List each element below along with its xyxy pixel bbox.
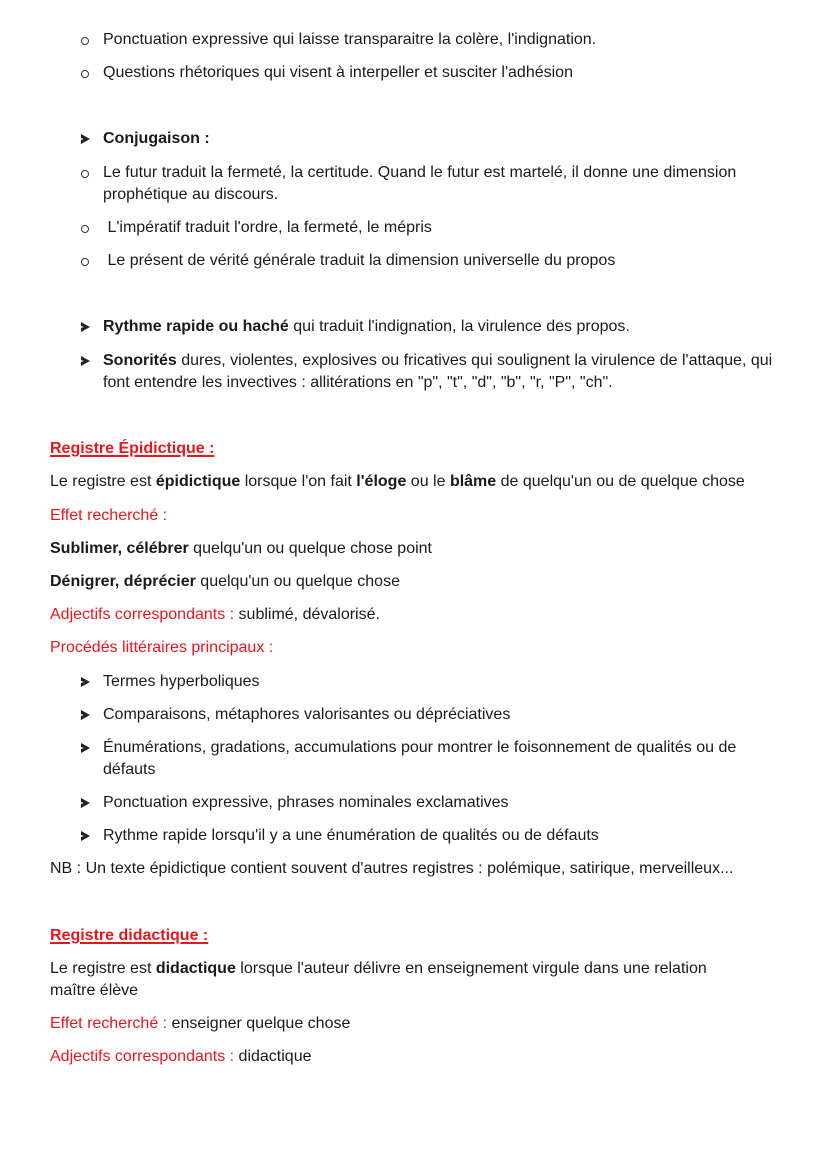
arrow-bullet-icon bbox=[78, 350, 92, 369]
procedes-label: Procédés littéraires principaux : bbox=[50, 639, 274, 656]
arrow-bullet-icon bbox=[78, 671, 92, 690]
arrow-bullet-icon bbox=[78, 737, 92, 756]
effet-label: Effet recherché : bbox=[50, 507, 168, 524]
circle-bullet-icon bbox=[78, 29, 92, 48]
circle-bullet-icon bbox=[78, 250, 92, 269]
section-heading-didactique: Registre didactique : bbox=[50, 927, 209, 944]
arrow-bullet-icon bbox=[78, 825, 92, 844]
circle-bullet-icon bbox=[78, 162, 92, 181]
effet-denigrer: Dénigrer, déprécier quelqu'un ou quelque chose bbox=[50, 573, 400, 590]
circle-bullet-icon bbox=[78, 217, 92, 236]
arrow-bullet-icon bbox=[78, 128, 92, 147]
conjugaison-label: Conjugaison : bbox=[103, 130, 210, 147]
circle-bullet-icon bbox=[78, 62, 92, 81]
effet-sublimer: Sublimer, célébrer quelqu'un ou quelque chose point bbox=[50, 540, 432, 557]
didactique-effet-line: Effet recherché : enseigner quelque chose bbox=[50, 1015, 351, 1032]
didactique-definition: Le registre est didactique lorsque l'auteur délivre en enseignement virgule dans une relation maître élève bbox=[50, 960, 707, 999]
arrow-bullet-icon bbox=[78, 792, 92, 811]
epidictique-definition: Le registre est épidictique lorsque l'on fait l'éloge ou le blâme de quelqu'un ou de quelque chose bbox=[50, 473, 745, 490]
nb-note: NB : Un texte épidictique contient souvent d'autres registres : polémique, satirique, merveilleux... bbox=[50, 860, 734, 877]
arrow-bullet-icon bbox=[78, 316, 92, 335]
arrow-bullet-icon bbox=[78, 704, 92, 723]
didactique-adjectifs-line: Adjectifs correspondants : didactique bbox=[50, 1048, 312, 1065]
adjectifs-line: Adjectifs correspondants : sublimé, dévalorisé. bbox=[50, 606, 380, 623]
section-heading-epidictique: Registre Épidictique : bbox=[50, 440, 215, 457]
